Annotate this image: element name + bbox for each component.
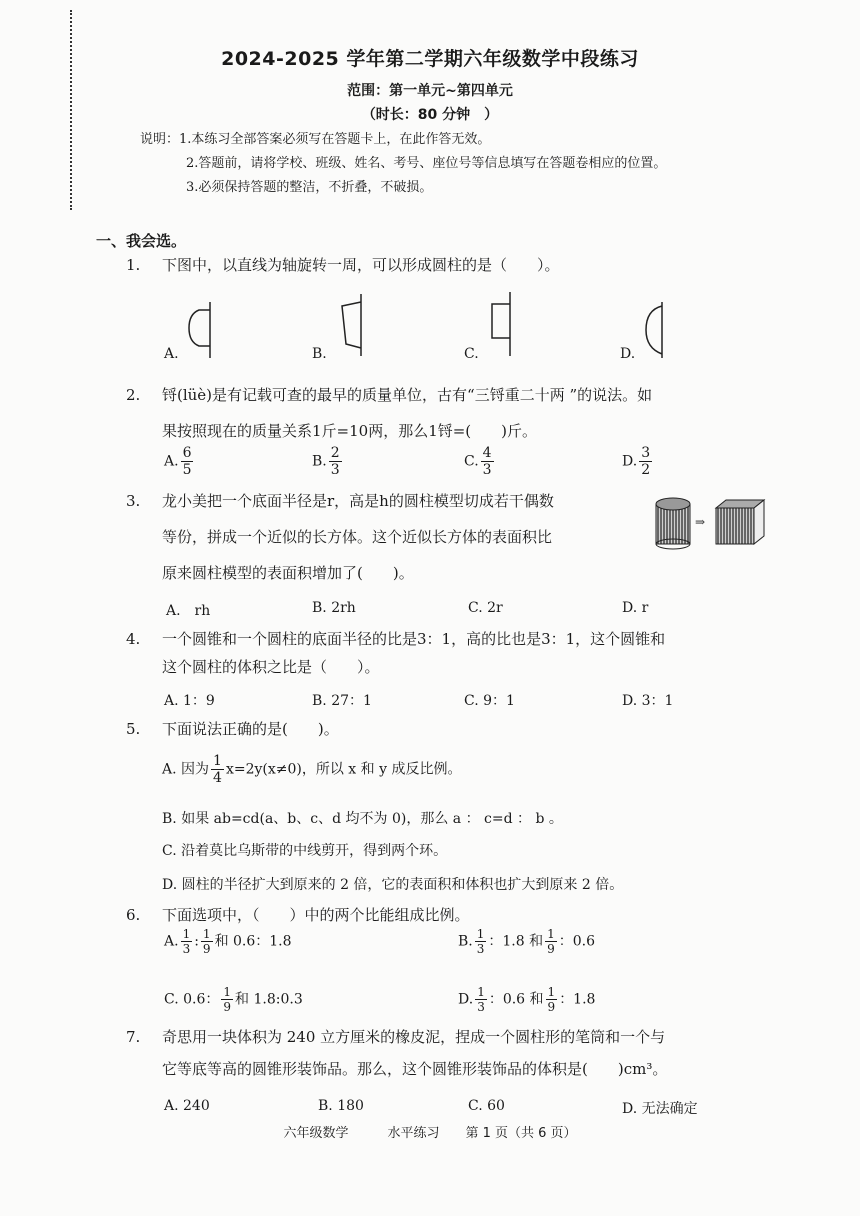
q1-figure-c bbox=[488, 290, 518, 360]
q2-option-b: B. $\frac{2}{3}$ bbox=[312, 445, 340, 478]
q4-option-b: B. 27：1 bbox=[312, 693, 372, 709]
q2-line-2: 果按照现在的质量关系1斤=10两，那么1锊=( )斤。 bbox=[162, 422, 538, 440]
q1-option-a: A. bbox=[164, 346, 179, 362]
q6-text: 下面选项中，（ ）中的两个比能组成比例。 bbox=[162, 906, 470, 924]
q7-line-2: 它等底等高的圆锥形装饰品。那么，这个圆锥形装饰品的体积是( )cm³。 bbox=[162, 1060, 668, 1078]
q6-option-b: B. $\frac{1}{3}$ ：1.8 和 $\frac{1}{9}$ ：0.6 bbox=[458, 927, 596, 956]
q3-option-d: D. r bbox=[622, 600, 649, 616]
exam-duration: （时长：80 分钟 ） bbox=[361, 107, 499, 123]
q3-number: 3. bbox=[126, 492, 141, 510]
q4-line-1: 一个圆锥和一个圆柱的底面半径的比是3：1，高的比也是3：1，这个圆锥和 bbox=[162, 630, 666, 648]
page-footer: 六年级数学 水平练习 第 1 页（共 6 页） bbox=[283, 1126, 577, 1141]
q3-cylinder-to-cuboid-figure bbox=[654, 494, 768, 550]
q1-option-c: C. bbox=[464, 346, 479, 362]
q2-option-d: D. $\frac{3}{2}$ bbox=[622, 445, 651, 478]
q7-option-d: D. 无法确定 bbox=[622, 1101, 698, 1117]
q5-option-d: D. 圆柱的半径扩大到原来的 2 倍，它的表面积和体积也扩大到原来 2 倍。 bbox=[162, 877, 624, 893]
q2-option-c: C. $\frac{4}{3}$ bbox=[464, 445, 492, 478]
q1-option-b: B. bbox=[312, 346, 327, 362]
page-title: 2024-2025 学年第二学期六年级数学中段练习 bbox=[221, 48, 639, 70]
q5-option-a: A. 因为 $\frac{1}{4}$ x=2y(x≠0)，所以 x 和 y 成反比例。 bbox=[162, 753, 462, 786]
q3-line-2: 等份，拼成一个近似的长方体。这个近似长方体的表面积比 bbox=[162, 528, 553, 546]
q7-option-c: C. 60 bbox=[468, 1098, 505, 1114]
q3-line-3: 原来圆柱模型的表面积增加了( )。 bbox=[162, 564, 414, 582]
q4-option-d: D. 3：1 bbox=[622, 693, 674, 709]
q1-figure-a bbox=[185, 300, 215, 360]
q6-option-c: C. 0.6： $\frac{1}{9}$ 和 1.8:0.3 bbox=[164, 985, 303, 1014]
q3-line-1: 龙小美把一个底面半径是r，高是h的圆柱模型切成若干偶数 bbox=[162, 492, 554, 510]
q5-text: 下面说法正确的是( )。 bbox=[162, 720, 339, 738]
q5-option-b: B. 如果 ab=cd(a、b、c、d 均不为 0)，那么 a ： c=d ： b 。 bbox=[162, 811, 563, 827]
note-2: 2.答题前，请将学校、班级、姓名、考号、座位号等信息填写在答题卷相应的位置。 bbox=[186, 156, 667, 171]
q1-text: 下图中，以直线为轴旋转一周，可以形成圆柱的是（ ）。 bbox=[162, 256, 560, 274]
q6-option-a: A. $\frac{1}{3}$ : $\frac{1}{9}$ 和 0.6：1.8 bbox=[164, 927, 292, 956]
q4-line-2: 这个圆柱的体积之比是（ ）。 bbox=[162, 658, 380, 676]
exam-range: 范围：第一单元~第四单元 bbox=[347, 83, 513, 99]
q4-number: 4. bbox=[126, 630, 141, 648]
q1-figure-b bbox=[336, 292, 366, 360]
q7-line-1: 奇思用一块体积为 240 立方厘米的橡皮泥，捏成一个圆柱形的笔筒和一个与 bbox=[162, 1028, 666, 1046]
q7-number: 7. bbox=[126, 1028, 141, 1046]
q7-option-a: A. 240 bbox=[164, 1098, 210, 1114]
q4-option-c: C. 9：1 bbox=[464, 693, 515, 709]
q5-option-c: C. 沿着莫比乌斯带的中线剪开，得到两个环。 bbox=[162, 843, 448, 859]
q2-number: 2. bbox=[126, 386, 141, 404]
q3-option-b: B. 2rh bbox=[312, 600, 356, 616]
svg-text:⇒: ⇒ bbox=[695, 515, 706, 529]
note-1: 说明：1.本练习全部答案必须写在答题卡上，在此作答无效。 bbox=[140, 132, 491, 147]
q7-option-b: B. 180 bbox=[318, 1098, 364, 1114]
q1-figure-d bbox=[642, 300, 672, 362]
q2-line-1: 锊(lüè)是有记载可查的最早的质量单位，古有“三锊重二十两 ”的说法。如 bbox=[162, 386, 653, 404]
q4-option-a: A. 1：9 bbox=[164, 693, 215, 709]
q3-option-c: C. 2r bbox=[468, 600, 503, 616]
note-3: 3.必须保持答题的整洁，不折叠，不破损。 bbox=[186, 180, 433, 195]
q6-number: 6. bbox=[126, 906, 141, 924]
q6-option-d: D. $\frac{1}{3}$ ：0.6 和 $\frac{1}{9}$ ：1.8 bbox=[458, 985, 596, 1014]
q1-option-d: D. bbox=[620, 346, 636, 362]
q3-option-a: A. rh bbox=[166, 603, 211, 619]
q2-option-a: A. $\frac{6}{5}$ bbox=[164, 445, 192, 478]
section-heading: 一、我会选。 bbox=[96, 232, 187, 250]
q5-number: 5. bbox=[126, 720, 141, 738]
q1-number: 1. bbox=[126, 256, 141, 274]
